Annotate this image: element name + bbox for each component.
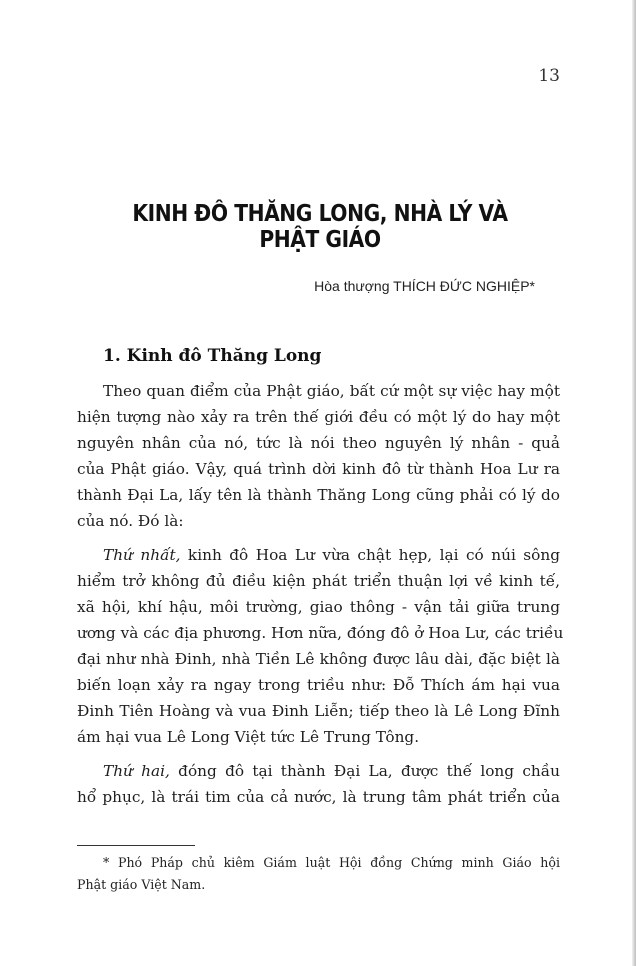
paragraph-line: thành Đại La, lấy tên là thành Thăng Long cũng phải có lý do xyxy=(77,486,560,504)
footnote-line: Phật giáo Việt Nam. xyxy=(77,877,206,892)
footnote-line: * Phó Pháp chủ kiêm Giám luật Hội đồng Chứng minh Giáo hội xyxy=(103,855,560,870)
paragraph-line: Theo quan điểm của Phật giáo, bất cứ một sự việc hay một xyxy=(103,382,560,400)
italic-lead: Thứ hai, xyxy=(103,762,170,780)
page-number: 13 xyxy=(538,66,560,86)
author-name: THÍCH ĐỨC NGHIỆP* xyxy=(393,278,535,294)
line-rest: kinh đô Hoa Lư vừa chật hẹp, lại có núi sông xyxy=(180,546,561,564)
paragraph-line: của Phật giáo. Vậy, quá trình dời kinh đô từ thành Hoa Lư ra xyxy=(77,460,560,478)
author-line xyxy=(314,278,535,294)
paragraph-line: hiện tượng nào xảy ra trên thế giới đều có một lý do hay một xyxy=(77,408,560,426)
chapter-title: KINH ĐÔ THĂNG LONG, NHÀ LÝ VÀ PHẬT GIÁO xyxy=(132,201,508,253)
line-rest: đóng đô tại thành Đại La, được thế long chầu xyxy=(169,762,560,780)
page-edge xyxy=(632,0,636,966)
section-heading: 1. Kinh đô Thăng Long xyxy=(103,346,322,366)
paragraph-line: ám hại vua Lê Long Việt tức Lê Trung Tông. xyxy=(77,728,420,746)
paragraph-line: nguyên nhân của nó, tức là nói theo nguyên lý nhân - quả xyxy=(77,434,560,452)
paragraph-line: của nó. Đó là: xyxy=(77,512,184,530)
paragraph-line: hiểm trở không đủ điều kiện phát triển thuận lợi về kinh tế, xyxy=(77,572,560,590)
footnote-divider xyxy=(77,845,195,846)
author-prefix: Hòa thượng xyxy=(314,278,394,294)
paragraph-line: biến loạn xảy ra ngay trong triều như: Đỗ Thích ám hại vua xyxy=(77,676,560,694)
paragraph-line: ương và các địa phương. Hơn nữa, đóng đô ở Hoa Lư, các triều xyxy=(77,624,564,642)
paragraph-line: hổ phục, là trái tim của cả nước, là trung tâm phát triển của xyxy=(77,788,560,806)
paragraph-line xyxy=(103,758,560,784)
italic-lead: Thứ nhất, xyxy=(103,546,181,564)
paragraph-line xyxy=(103,542,560,568)
paragraph-line: Đinh Tiên Hoàng và vua Đinh Liễn; tiếp theo là Lê Long Đĩnh xyxy=(77,702,560,720)
paragraph-line: xã hội, khí hậu, môi trường, giao thông - vận tải giữa trung xyxy=(77,598,560,616)
paragraph-line: đại như nhà Đinh, nhà Tiền Lê không được lâu dài, đặc biệt là xyxy=(77,650,560,668)
